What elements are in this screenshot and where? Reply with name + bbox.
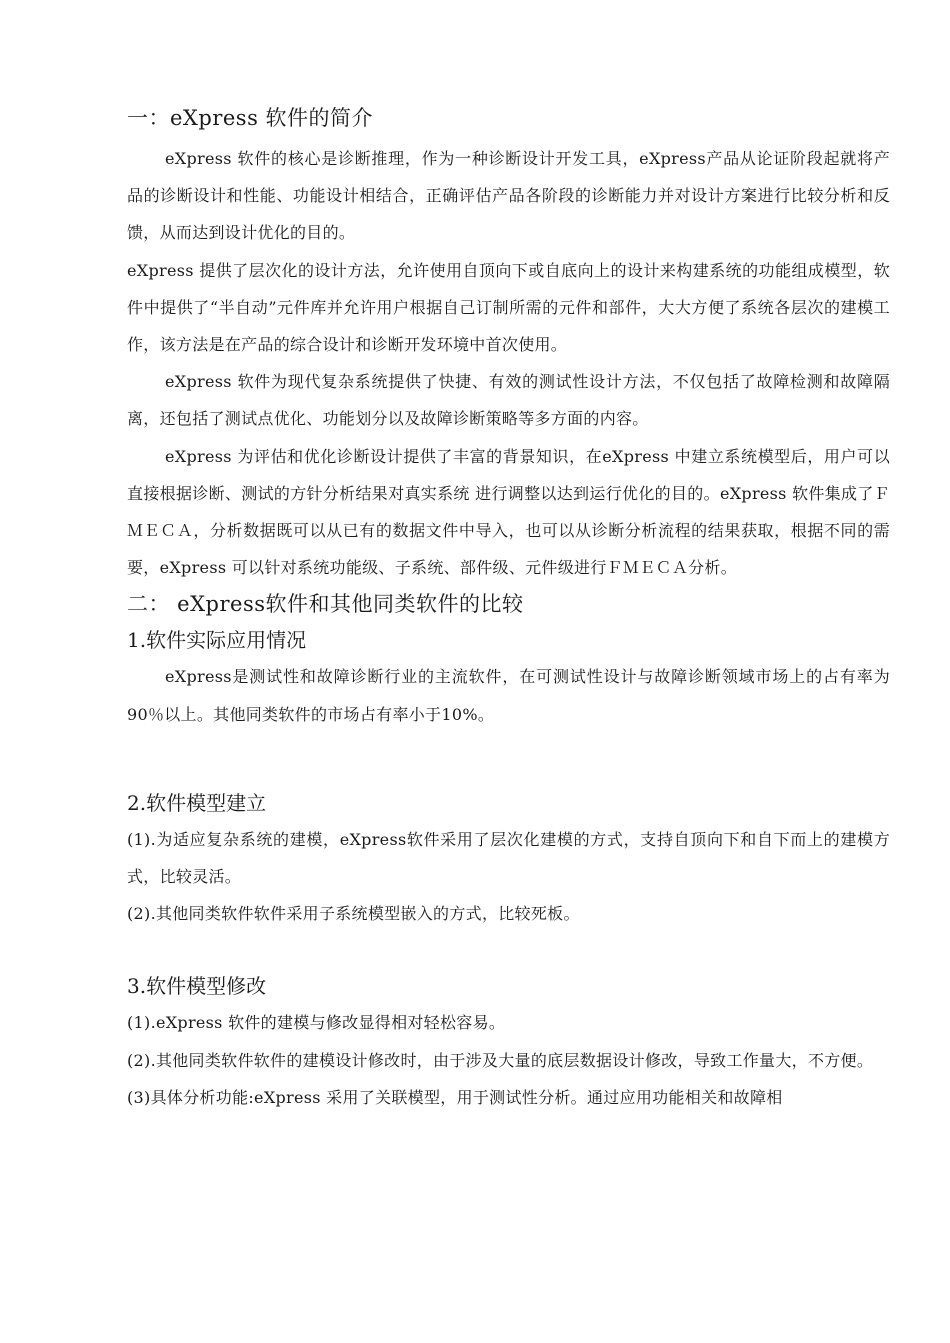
section-1-heading: 一：eXpress 软件的简介 [127,106,374,130]
section-1-paragraph-4: eXpress 为评估和优化诊断设计提供了丰富的背景知识，在eXpress 中建立系统模型后，用户可以直接根据诊断、测试的方针分析结果对真实系统 进行调整以达到运行优化的目的。eXpress 软件集成了ＦＭＥＣＡ，分析数据既可以从已有的数据文件中导入，也可以从诊断分析流程的结果获取，根据不同的需要，eXpress 可以针对系统功能级、子系统、部件级、元件级进行ＦＭＥＣＡ分析。 [127,446,890,578]
subsection-1-heading: 1.软件实际应用情况 [127,628,307,653]
subsection-2-item-2: (2).其他同类软件软件采用子系统模型嵌入的方式，比较死板。 [127,904,580,924]
section-1-paragraph-3: eXpress 软件为现代复杂系统提供了快捷、有效的测试性设计方法，不仅包括了故障检测和故障隔离，还包括了测试点优化、功能划分以及故障诊断策略等多方面的内容。 [127,372,890,429]
subsection-3-item-1: (1).eXpress 软件的建模与修改显得相对轻松容易。 [127,1013,506,1033]
subsection-3-item-3: (3)具体分析功能:eXpress 采用了关联模型，用于测试性分析。通过应用功能相关和故障相 [127,1087,783,1107]
subsection-2-item-1: (1).为适应复杂系统的建模，eXpress软件采用了层次化建模的方式，支持自顶向下和自下而上的建模方式，比较灵活。 [127,829,890,887]
section-1-paragraph-2: eXpress 提供了层次化的设计方法，允许使用自顶向下或自底向上的设计来构建系统的功能组成模型，软件中提供了“半自动”元件库并允许用户根据自己订制所需的元件和部件，大大方便了系统各层次的建模工作，该方法是在产品的综合设计和诊断开发环境中首次使用。 [127,260,890,355]
subsection-1-paragraph: eXpress是测试性和故障诊断行业的主流软件，在可测试性设计与故障诊断领域市场上的占有率为 90％以上。其他同类软件的市场占有率小于10%。 [127,667,890,724]
section-1-paragraph-1: eXpress 软件的核心是诊断推理，作为一种诊断设计开发工具，eXpress产品从论证阶段起就将产品的诊断设计和性能、功能设计相结合，正确评估产品各阶段的诊断能力并对设计方案进行比较分析和反馈，从而达到设计优化的目的。 [127,149,890,243]
section-2-heading: 二： eXpress软件和其他同类软件的比较 [127,592,524,617]
subsection-3-item-2: (2).其他同类软件软件的建模设计修改时，由于涉及大量的底层数据设计修改，导致工作量大，不方便。 [127,1050,874,1070]
subsection-3-heading: 3.软件模型修改 [127,974,267,999]
document-body [127,100,890,1116]
subsection-2-heading: 2.软件模型建立 [127,790,267,815]
